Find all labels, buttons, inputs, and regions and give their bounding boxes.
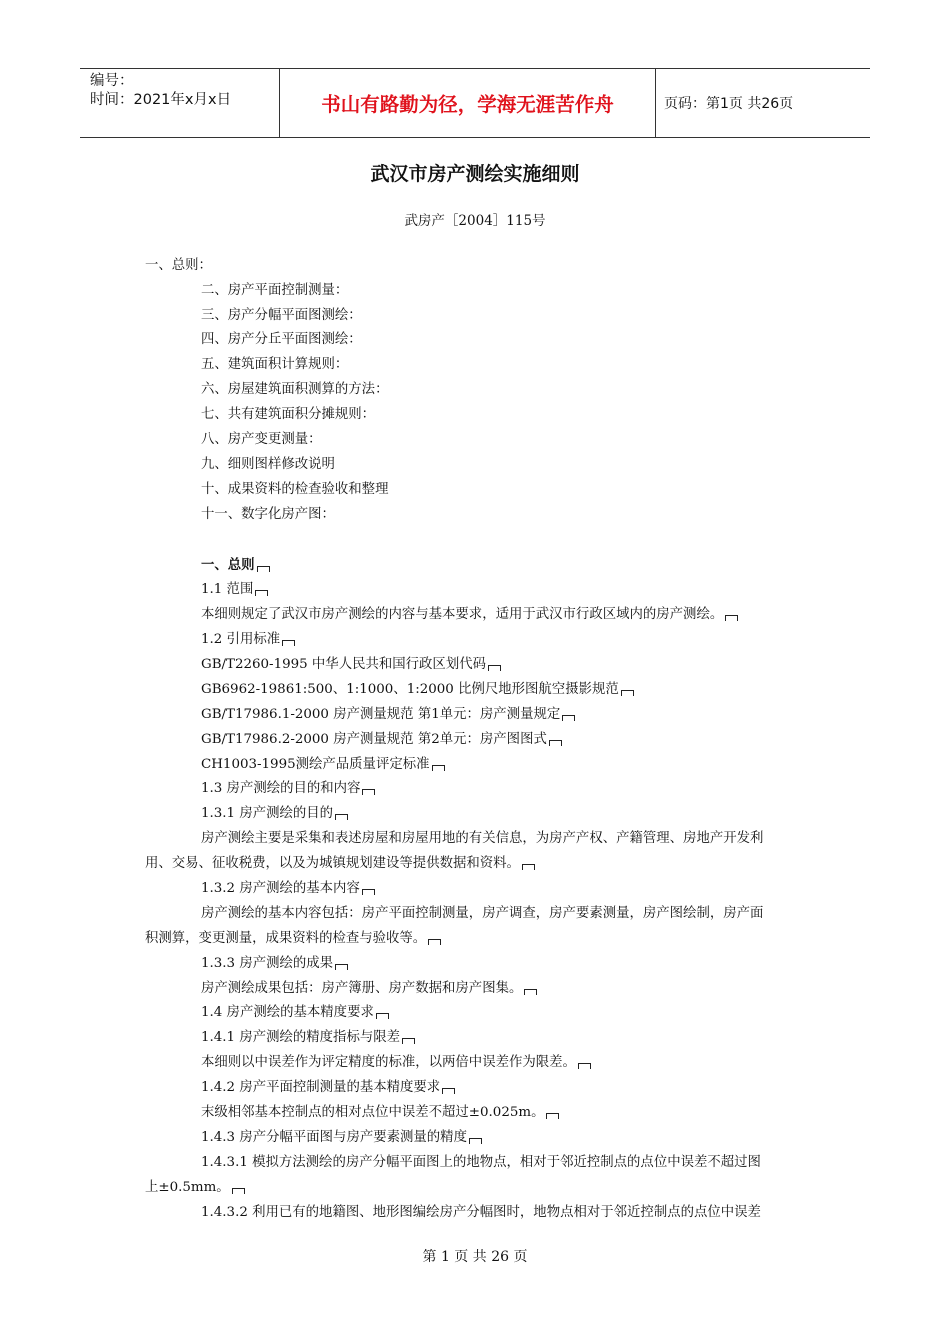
paragraph-mark-icon xyxy=(562,715,575,721)
standard-reference: GB/T17986.2-2000 房产测量规范 第2单元：房产图图式 xyxy=(201,730,562,750)
toc-item: 六、房屋建筑面积测算的方法： xyxy=(201,382,389,397)
subsection-heading: 1.4.2 房产平面控制测量的基本精度要求 xyxy=(201,1078,455,1098)
header-info-cell xyxy=(80,69,280,137)
paragraph-mark-icon xyxy=(335,814,348,820)
paragraph: 上±0.5mm。 xyxy=(145,1178,245,1198)
paragraph-mark-icon xyxy=(232,1188,245,1194)
document-title: 武汉市房产测绘实施细则 xyxy=(370,163,580,185)
paragraph-mark-icon xyxy=(282,640,295,646)
paragraph-mark-icon xyxy=(362,789,375,795)
subsection-heading: 1.3 房产测绘的目的和内容 xyxy=(201,779,375,799)
toc-item: 四、房产分丘平面图测绘： xyxy=(201,332,362,347)
motto: 书山有路勤为径，学海无涯苦作舟 xyxy=(280,69,656,137)
paragraph-mark-icon xyxy=(621,690,634,696)
paragraph-mark-icon xyxy=(442,1088,455,1094)
paragraph-mark-icon xyxy=(402,1038,415,1044)
paragraph: 房产测绘成果包括：房产簿册、房产数据和房产图集。 xyxy=(201,979,537,999)
paragraph-line: 1.4.3.1 模拟方法测绘的房产分幅平面图上的地物点，相对于邻近控制点的点位中误差不超过图 xyxy=(201,1155,761,1170)
paragraph-mark-icon xyxy=(428,939,441,945)
subsection-heading: 1.1 范围 xyxy=(201,580,268,600)
subsection-heading: 1.4 房产测绘的基本精度要求 xyxy=(201,1003,389,1023)
toc-item: 七、共有建筑面积分摊规则： xyxy=(201,407,376,422)
paragraph-mark-icon xyxy=(549,740,562,746)
subsection-heading: 1.3.1 房产测绘的目的 xyxy=(201,804,348,824)
toc-item: 二、房产平面控制测量： xyxy=(201,283,349,298)
toc-item: 十一、数字化房产图： xyxy=(201,507,335,522)
page-label: 页码：第1页 共26页 xyxy=(664,96,794,112)
subsection-heading: 1.3.3 房产测绘的成果 xyxy=(201,954,348,974)
standard-reference: GB/T2260-1995 中华人民共和国行政区划代码 xyxy=(201,655,501,675)
toc-item: 九、细则图样修改说明 xyxy=(201,457,335,472)
standard-reference: GB6962-19861:500、1:1000、1:2000 比例尺地形图航空摄影规范 xyxy=(201,680,634,700)
subsection-heading: 1.4.1 房产测绘的精度指标与限差 xyxy=(201,1028,415,1048)
paragraph-mark-icon xyxy=(522,864,535,870)
paragraph-line: 1.4.3.2 利用已有的地籍图、地形图编绘房产分幅图时，地物点相对于邻近控制点的点位中误差 xyxy=(201,1205,761,1220)
paragraph: 用、交易、征收税费，以及为城镇规划建设等提供数据和资料。 xyxy=(145,854,535,874)
paragraph: 本细则规定了武汉市房产测绘的内容与基本要求，适用于武汉市行政区域内的房产测绘。 xyxy=(201,605,738,625)
paragraph-line: 房产测绘主要是采集和表述房屋和房屋用地的有关信息，为房产产权、产籍管理、房地产开发利 xyxy=(201,831,764,846)
paragraph-mark-icon xyxy=(578,1063,591,1069)
toc-item: 一、总则： xyxy=(145,258,212,273)
paragraph-mark-icon xyxy=(255,590,268,596)
toc-item: 八、房产变更测量： xyxy=(201,432,322,447)
toc-item: 三、房产分幅平面图测绘： xyxy=(201,308,362,323)
paragraph-mark-icon xyxy=(362,889,375,895)
paragraph-mark-icon xyxy=(469,1138,482,1144)
paragraph: 本细则以中误差作为评定精度的标准，以两倍中误差作为限差。 xyxy=(201,1053,591,1073)
paragraph-mark-icon xyxy=(257,566,270,572)
standard-reference: GB/T17986.1-2000 房产测量规范 第1单元：房产测量规定 xyxy=(201,705,575,725)
subsection-heading: 1.4.3 房产分幅平面图与房产要素测量的精度 xyxy=(201,1128,482,1148)
paragraph-mark-icon xyxy=(725,615,738,621)
subsection-heading: 1.2 引用标准 xyxy=(201,630,295,650)
paragraph-mark-icon xyxy=(524,989,537,995)
paragraph-mark-icon xyxy=(335,964,348,970)
toc-item: 五、建筑面积计算规则： xyxy=(201,357,349,372)
section-heading: 一、总则 xyxy=(201,555,270,575)
paragraph-mark-icon xyxy=(546,1113,559,1119)
paragraph-mark-icon xyxy=(376,1013,389,1019)
paragraph: 积测算，变更测量，成果资料的检查与验收等。 xyxy=(145,929,441,949)
subsection-heading: 1.3.2 房产测绘的基本内容 xyxy=(201,879,375,899)
code-label: 编号： xyxy=(90,73,134,89)
document-number: 武房产［2004］115号 xyxy=(404,213,546,229)
time-label: 时间：2021年x月x日 xyxy=(90,92,232,108)
header-table xyxy=(80,68,870,138)
paragraph-mark-icon xyxy=(432,765,445,771)
paragraph-mark-icon xyxy=(488,665,501,671)
paragraph: 末级相邻基本控制点的相对点位中误差不超过±0.025m。 xyxy=(201,1103,559,1123)
toc-item: 十、成果资料的检查验收和整理 xyxy=(201,482,389,497)
standard-reference: CH1003-1995测绘产品质量评定标准 xyxy=(201,755,445,775)
page-footer: 第 1 页 共 26 页 xyxy=(422,1249,528,1265)
paragraph-line: 房产测绘的基本内容包括：房产平面控制测量，房产调查，房产要素测量，房产图绘制，房产面 xyxy=(201,906,764,921)
